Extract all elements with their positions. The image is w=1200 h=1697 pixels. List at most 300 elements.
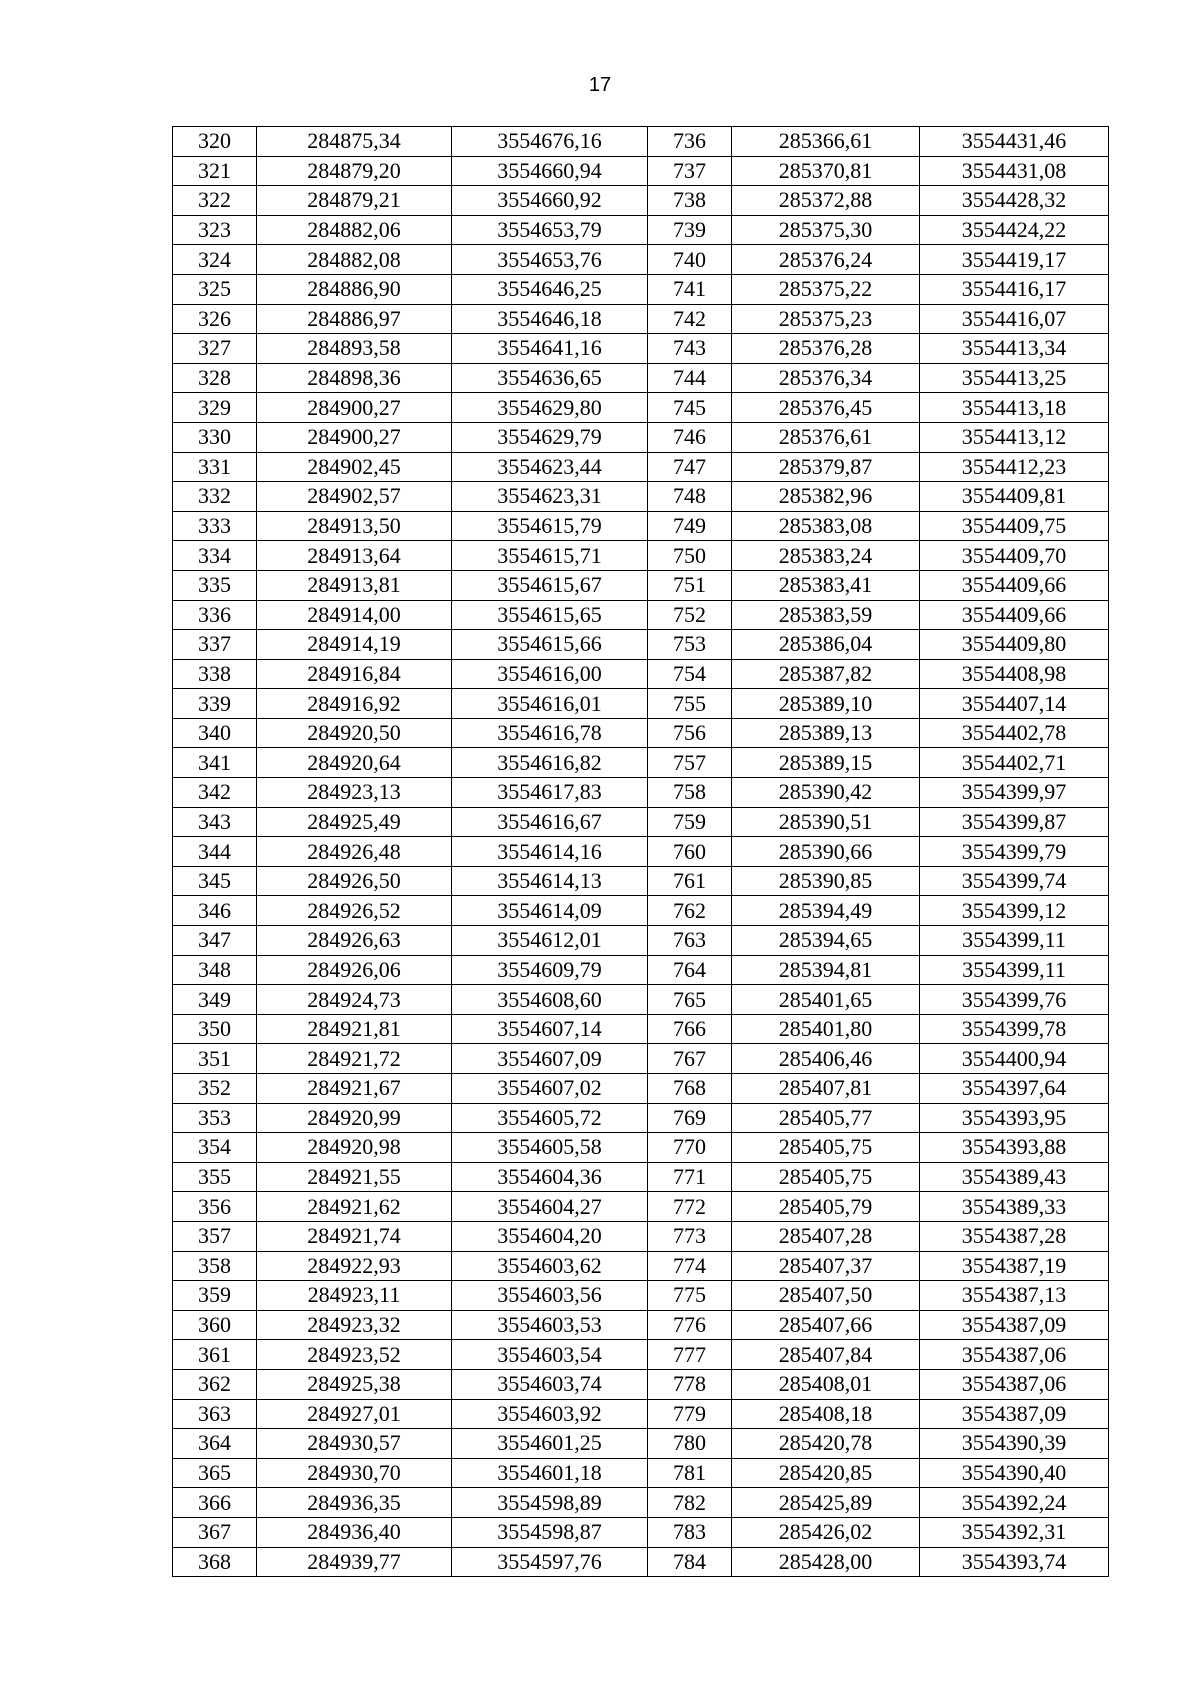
table-row: [173, 926, 1109, 956]
point-number-cell: 771: [648, 1162, 732, 1192]
point-number-cell: 356: [173, 1192, 257, 1222]
y-coordinate-cell: 3554387,19: [920, 1251, 1109, 1281]
y-coordinate-cell: 3554399,11: [920, 926, 1109, 956]
table-row: [173, 186, 1109, 216]
y-coordinate-cell: 3554409,80: [920, 630, 1109, 660]
table-row: [173, 1517, 1109, 1547]
y-coordinate-cell: 3554617,83: [452, 778, 648, 808]
table-row: [173, 304, 1109, 334]
point-number-cell: 746: [648, 422, 732, 452]
table-row: [173, 1488, 1109, 1518]
table-row: [173, 215, 1109, 245]
y-coordinate-cell: 3554615,66: [452, 630, 648, 660]
table-row: [173, 1221, 1109, 1251]
y-coordinate-cell: 3554615,79: [452, 511, 648, 541]
y-coordinate-cell: 3554603,92: [452, 1399, 648, 1429]
table-row: [173, 1369, 1109, 1399]
y-coordinate-cell: 3554608,60: [452, 985, 648, 1015]
point-number-cell: 782: [648, 1488, 732, 1518]
point-number-cell: 742: [648, 304, 732, 334]
y-coordinate-cell: 3554604,27: [452, 1192, 648, 1222]
point-number-cell: 760: [648, 837, 732, 867]
y-coordinate-cell: 3554646,18: [452, 304, 648, 334]
point-number-cell: 781: [648, 1458, 732, 1488]
x-coordinate-cell: 285372,88: [732, 186, 920, 216]
point-number-cell: 353: [173, 1103, 257, 1133]
point-number-cell: 368: [173, 1547, 257, 1577]
x-coordinate-cell: 285366,61: [732, 127, 920, 157]
y-coordinate-cell: 3554413,34: [920, 334, 1109, 364]
y-coordinate-cell: 3554412,23: [920, 452, 1109, 482]
x-coordinate-cell: 284921,55: [257, 1162, 452, 1192]
point-number-cell: 331: [173, 452, 257, 482]
x-coordinate-cell: 284927,01: [257, 1399, 452, 1429]
point-number-cell: 774: [648, 1251, 732, 1281]
point-number-cell: 346: [173, 896, 257, 926]
table-row: [173, 1162, 1109, 1192]
table-row: [173, 1340, 1109, 1370]
x-coordinate-cell: 284921,74: [257, 1221, 452, 1251]
point-number-cell: 350: [173, 1014, 257, 1044]
table-row: [173, 363, 1109, 393]
x-coordinate-cell: 285408,18: [732, 1399, 920, 1429]
table-row: [173, 837, 1109, 867]
y-coordinate-cell: 3554402,71: [920, 748, 1109, 778]
x-coordinate-cell: 285376,28: [732, 334, 920, 364]
x-coordinate-cell: 285405,79: [732, 1192, 920, 1222]
table-row: [173, 570, 1109, 600]
y-coordinate-cell: 3554609,79: [452, 955, 648, 985]
x-coordinate-cell: 285408,01: [732, 1369, 920, 1399]
point-number-cell: 753: [648, 630, 732, 660]
point-number-cell: 324: [173, 245, 257, 275]
x-coordinate-cell: 285375,30: [732, 215, 920, 245]
x-coordinate-cell: 285405,75: [732, 1162, 920, 1192]
point-number-cell: 335: [173, 570, 257, 600]
x-coordinate-cell: 284925,49: [257, 807, 452, 837]
point-number-cell: 361: [173, 1340, 257, 1370]
x-coordinate-cell: 285390,51: [732, 807, 920, 837]
point-number-cell: 344: [173, 837, 257, 867]
point-number-cell: 761: [648, 866, 732, 896]
x-coordinate-cell: 284930,70: [257, 1458, 452, 1488]
y-coordinate-cell: 3554407,14: [920, 689, 1109, 719]
x-coordinate-cell: 284882,06: [257, 215, 452, 245]
point-number-cell: 342: [173, 778, 257, 808]
table-row: [173, 1103, 1109, 1133]
table-row: [173, 600, 1109, 630]
point-number-cell: 355: [173, 1162, 257, 1192]
x-coordinate-cell: 285407,50: [732, 1281, 920, 1311]
x-coordinate-cell: 284926,52: [257, 896, 452, 926]
point-number-cell: 770: [648, 1133, 732, 1163]
table-row: [173, 1251, 1109, 1281]
table-row: [173, 511, 1109, 541]
x-coordinate-cell: 285407,28: [732, 1221, 920, 1251]
y-coordinate-cell: 3554598,89: [452, 1488, 648, 1518]
table-row: [173, 274, 1109, 304]
point-number-cell: 357: [173, 1221, 257, 1251]
y-coordinate-cell: 3554605,72: [452, 1103, 648, 1133]
x-coordinate-cell: 284923,13: [257, 778, 452, 808]
table-row: [173, 393, 1109, 423]
y-coordinate-cell: 3554402,78: [920, 718, 1109, 748]
y-coordinate-cell: 3554413,25: [920, 363, 1109, 393]
y-coordinate-cell: 3554615,67: [452, 570, 648, 600]
y-coordinate-cell: 3554604,36: [452, 1162, 648, 1192]
y-coordinate-cell: 3554607,02: [452, 1074, 648, 1104]
point-number-cell: 744: [648, 363, 732, 393]
point-number-cell: 750: [648, 541, 732, 571]
table-row: [173, 245, 1109, 275]
x-coordinate-cell: 285376,45: [732, 393, 920, 423]
table-row: [173, 127, 1109, 157]
x-coordinate-cell: 284936,35: [257, 1488, 452, 1518]
table-row: [173, 659, 1109, 689]
y-coordinate-cell: 3554390,39: [920, 1429, 1109, 1459]
y-coordinate-cell: 3554393,95: [920, 1103, 1109, 1133]
y-coordinate-cell: 3554387,06: [920, 1340, 1109, 1370]
point-number-cell: 366: [173, 1488, 257, 1518]
x-coordinate-cell: 285405,75: [732, 1133, 920, 1163]
x-coordinate-cell: 285406,46: [732, 1044, 920, 1074]
point-number-cell: 756: [648, 718, 732, 748]
x-coordinate-cell: 284913,81: [257, 570, 452, 600]
table-row: [173, 896, 1109, 926]
point-number-cell: 779: [648, 1399, 732, 1429]
y-coordinate-cell: 3554614,09: [452, 896, 648, 926]
point-number-cell: 327: [173, 334, 257, 364]
y-coordinate-cell: 3554623,44: [452, 452, 648, 482]
y-coordinate-cell: 3554399,11: [920, 955, 1109, 985]
x-coordinate-cell: 284926,50: [257, 866, 452, 896]
point-number-cell: 776: [648, 1310, 732, 1340]
x-coordinate-cell: 284900,27: [257, 393, 452, 423]
x-coordinate-cell: 285376,61: [732, 422, 920, 452]
x-coordinate-cell: 285379,87: [732, 452, 920, 482]
y-coordinate-cell: 3554597,76: [452, 1547, 648, 1577]
x-coordinate-cell: 284922,93: [257, 1251, 452, 1281]
y-coordinate-cell: 3554389,33: [920, 1192, 1109, 1222]
x-coordinate-cell: 285407,84: [732, 1340, 920, 1370]
point-number-cell: 737: [648, 156, 732, 186]
point-number-cell: 325: [173, 274, 257, 304]
table-row: [173, 1133, 1109, 1163]
y-coordinate-cell: 3554646,25: [452, 274, 648, 304]
x-coordinate-cell: 285390,66: [732, 837, 920, 867]
x-coordinate-cell: 284875,34: [257, 127, 452, 157]
y-coordinate-cell: 3554603,62: [452, 1251, 648, 1281]
point-number-cell: 348: [173, 955, 257, 985]
x-coordinate-cell: 284914,19: [257, 630, 452, 660]
point-number-cell: 758: [648, 778, 732, 808]
point-number-cell: 320: [173, 127, 257, 157]
point-number-cell: 326: [173, 304, 257, 334]
y-coordinate-cell: 3554399,87: [920, 807, 1109, 837]
x-coordinate-cell: 284923,11: [257, 1281, 452, 1311]
x-coordinate-cell: 284926,63: [257, 926, 452, 956]
y-coordinate-cell: 3554397,64: [920, 1074, 1109, 1104]
y-coordinate-cell: 3554603,74: [452, 1369, 648, 1399]
x-coordinate-cell: 284921,62: [257, 1192, 452, 1222]
x-coordinate-cell: 284921,72: [257, 1044, 452, 1074]
point-number-cell: 337: [173, 630, 257, 660]
y-coordinate-cell: 3554676,16: [452, 127, 648, 157]
y-coordinate-cell: 3554409,66: [920, 600, 1109, 630]
point-number-cell: 745: [648, 393, 732, 423]
table-row: [173, 1044, 1109, 1074]
y-coordinate-cell: 3554616,78: [452, 718, 648, 748]
point-number-cell: 767: [648, 1044, 732, 1074]
x-coordinate-cell: 284914,00: [257, 600, 452, 630]
x-coordinate-cell: 284930,57: [257, 1429, 452, 1459]
table-row: [173, 1399, 1109, 1429]
table-row: [173, 1014, 1109, 1044]
x-coordinate-cell: 285420,85: [732, 1458, 920, 1488]
table-row: [173, 778, 1109, 808]
table-row: [173, 452, 1109, 482]
point-number-cell: 354: [173, 1133, 257, 1163]
y-coordinate-cell: 3554393,88: [920, 1133, 1109, 1163]
table-row: [173, 156, 1109, 186]
point-number-cell: 352: [173, 1074, 257, 1104]
x-coordinate-cell: 284902,45: [257, 452, 452, 482]
x-coordinate-cell: 285401,65: [732, 985, 920, 1015]
point-number-cell: 330: [173, 422, 257, 452]
point-number-cell: 343: [173, 807, 257, 837]
y-coordinate-cell: 3554614,16: [452, 837, 648, 867]
y-coordinate-cell: 3554409,81: [920, 482, 1109, 512]
point-number-cell: 328: [173, 363, 257, 393]
table-row: [173, 955, 1109, 985]
x-coordinate-cell: 284898,36: [257, 363, 452, 393]
x-coordinate-cell: 285428,00: [732, 1547, 920, 1577]
y-coordinate-cell: 3554604,20: [452, 1221, 648, 1251]
y-coordinate-cell: 3554399,79: [920, 837, 1109, 867]
y-coordinate-cell: 3554660,94: [452, 156, 648, 186]
point-number-cell: 775: [648, 1281, 732, 1311]
x-coordinate-cell: 284879,21: [257, 186, 452, 216]
point-number-cell: 367: [173, 1517, 257, 1547]
x-coordinate-cell: 284924,73: [257, 985, 452, 1015]
point-number-cell: 363: [173, 1399, 257, 1429]
y-coordinate-cell: 3554387,09: [920, 1310, 1109, 1340]
point-number-cell: 762: [648, 896, 732, 926]
point-number-cell: 751: [648, 570, 732, 600]
y-coordinate-cell: 3554615,71: [452, 541, 648, 571]
point-number-cell: 364: [173, 1429, 257, 1459]
point-number-cell: 341: [173, 748, 257, 778]
y-coordinate-cell: 3554416,17: [920, 274, 1109, 304]
y-coordinate-cell: 3554615,65: [452, 600, 648, 630]
y-coordinate-cell: 3554601,25: [452, 1429, 648, 1459]
point-number-cell: 339: [173, 689, 257, 719]
x-coordinate-cell: 284879,20: [257, 156, 452, 186]
y-coordinate-cell: 3554399,97: [920, 778, 1109, 808]
y-coordinate-cell: 3554612,01: [452, 926, 648, 956]
table-row: [173, 985, 1109, 1015]
y-coordinate-cell: 3554392,24: [920, 1488, 1109, 1518]
x-coordinate-cell: 284886,97: [257, 304, 452, 334]
y-coordinate-cell: 3554389,43: [920, 1162, 1109, 1192]
point-number-cell: 736: [648, 127, 732, 157]
y-coordinate-cell: 3554653,79: [452, 215, 648, 245]
x-coordinate-cell: 284921,67: [257, 1074, 452, 1104]
x-coordinate-cell: 285407,81: [732, 1074, 920, 1104]
point-number-cell: 351: [173, 1044, 257, 1074]
point-number-cell: 755: [648, 689, 732, 719]
x-coordinate-cell: 284920,98: [257, 1133, 452, 1163]
table-row: [173, 1458, 1109, 1488]
y-coordinate-cell: 3554428,32: [920, 186, 1109, 216]
point-number-cell: 763: [648, 926, 732, 956]
x-coordinate-cell: 284886,90: [257, 274, 452, 304]
x-coordinate-cell: 285370,81: [732, 156, 920, 186]
x-coordinate-cell: 284920,99: [257, 1103, 452, 1133]
point-number-cell: 749: [648, 511, 732, 541]
x-coordinate-cell: 284921,81: [257, 1014, 452, 1044]
point-number-cell: 780: [648, 1429, 732, 1459]
y-coordinate-cell: 3554636,65: [452, 363, 648, 393]
point-number-cell: 323: [173, 215, 257, 245]
y-coordinate-cell: 3554431,46: [920, 127, 1109, 157]
y-coordinate-cell: 3554605,58: [452, 1133, 648, 1163]
point-number-cell: 362: [173, 1369, 257, 1399]
x-coordinate-cell: 285389,13: [732, 718, 920, 748]
y-coordinate-cell: 3554431,08: [920, 156, 1109, 186]
y-coordinate-cell: 3554629,80: [452, 393, 648, 423]
table-row: [173, 718, 1109, 748]
table-row: [173, 1429, 1109, 1459]
point-number-cell: 769: [648, 1103, 732, 1133]
x-coordinate-cell: 285425,89: [732, 1488, 920, 1518]
point-number-cell: 349: [173, 985, 257, 1015]
point-number-cell: 784: [648, 1547, 732, 1577]
table-row: [173, 866, 1109, 896]
point-number-cell: 768: [648, 1074, 732, 1104]
x-coordinate-cell: 284926,06: [257, 955, 452, 985]
point-number-cell: 759: [648, 807, 732, 837]
coordinates-table-body: [173, 127, 1109, 1577]
x-coordinate-cell: 284913,64: [257, 541, 452, 571]
x-coordinate-cell: 285387,82: [732, 659, 920, 689]
y-coordinate-cell: 3554409,66: [920, 570, 1109, 600]
x-coordinate-cell: 284920,50: [257, 718, 452, 748]
y-coordinate-cell: 3554601,18: [452, 1458, 648, 1488]
y-coordinate-cell: 3554408,98: [920, 659, 1109, 689]
x-coordinate-cell: 284913,50: [257, 511, 452, 541]
x-coordinate-cell: 284882,08: [257, 245, 452, 275]
point-number-cell: 766: [648, 1014, 732, 1044]
y-coordinate-cell: 3554660,92: [452, 186, 648, 216]
y-coordinate-cell: 3554416,07: [920, 304, 1109, 334]
x-coordinate-cell: 285405,77: [732, 1103, 920, 1133]
y-coordinate-cell: 3554653,76: [452, 245, 648, 275]
y-coordinate-cell: 3554409,70: [920, 541, 1109, 571]
y-coordinate-cell: 3554409,75: [920, 511, 1109, 541]
x-coordinate-cell: 285390,42: [732, 778, 920, 808]
y-coordinate-cell: 3554387,09: [920, 1399, 1109, 1429]
x-coordinate-cell: 284925,38: [257, 1369, 452, 1399]
y-coordinate-cell: 3554616,67: [452, 807, 648, 837]
y-coordinate-cell: 3554399,74: [920, 866, 1109, 896]
y-coordinate-cell: 3554603,54: [452, 1340, 648, 1370]
y-coordinate-cell: 3554616,01: [452, 689, 648, 719]
x-coordinate-cell: 285394,65: [732, 926, 920, 956]
y-coordinate-cell: 3554641,16: [452, 334, 648, 364]
x-coordinate-cell: 284893,58: [257, 334, 452, 364]
x-coordinate-cell: 284936,40: [257, 1517, 452, 1547]
x-coordinate-cell: 285383,41: [732, 570, 920, 600]
x-coordinate-cell: 285389,15: [732, 748, 920, 778]
point-number-cell: 345: [173, 866, 257, 896]
point-number-cell: 757: [648, 748, 732, 778]
y-coordinate-cell: 3554603,53: [452, 1310, 648, 1340]
y-coordinate-cell: 3554413,12: [920, 422, 1109, 452]
x-coordinate-cell: 285375,23: [732, 304, 920, 334]
y-coordinate-cell: 3554387,06: [920, 1369, 1109, 1399]
x-coordinate-cell: 285407,37: [732, 1251, 920, 1281]
x-coordinate-cell: 284900,27: [257, 422, 452, 452]
x-coordinate-cell: 284902,57: [257, 482, 452, 512]
x-coordinate-cell: 285389,10: [732, 689, 920, 719]
page-number: 17: [588, 74, 612, 96]
point-number-cell: 748: [648, 482, 732, 512]
y-coordinate-cell: 3554607,14: [452, 1014, 648, 1044]
y-coordinate-cell: 3554623,31: [452, 482, 648, 512]
y-coordinate-cell: 3554413,18: [920, 393, 1109, 423]
x-coordinate-cell: 285401,80: [732, 1014, 920, 1044]
point-number-cell: 334: [173, 541, 257, 571]
y-coordinate-cell: 3554616,82: [452, 748, 648, 778]
y-coordinate-cell: 3554614,13: [452, 866, 648, 896]
point-number-cell: 743: [648, 334, 732, 364]
point-number-cell: 338: [173, 659, 257, 689]
y-coordinate-cell: 3554387,13: [920, 1281, 1109, 1311]
x-coordinate-cell: 285420,78: [732, 1429, 920, 1459]
point-number-cell: 752: [648, 600, 732, 630]
point-number-cell: 329: [173, 393, 257, 423]
point-number-cell: 340: [173, 718, 257, 748]
x-coordinate-cell: 285383,08: [732, 511, 920, 541]
table-row: [173, 1310, 1109, 1340]
table-row: [173, 334, 1109, 364]
table-row: [173, 422, 1109, 452]
table-row: [173, 1281, 1109, 1311]
y-coordinate-cell: 3554424,22: [920, 215, 1109, 245]
y-coordinate-cell: 3554387,28: [920, 1221, 1109, 1251]
table-row: [173, 630, 1109, 660]
y-coordinate-cell: 3554419,17: [920, 245, 1109, 275]
y-coordinate-cell: 3554400,94: [920, 1044, 1109, 1074]
y-coordinate-cell: 3554390,40: [920, 1458, 1109, 1488]
x-coordinate-cell: 285382,96: [732, 482, 920, 512]
y-coordinate-cell: 3554399,78: [920, 1014, 1109, 1044]
table-row: [173, 1192, 1109, 1222]
point-number-cell: 773: [648, 1221, 732, 1251]
table-row: [173, 748, 1109, 778]
table-row: [173, 1547, 1109, 1577]
x-coordinate-cell: 284923,32: [257, 1310, 452, 1340]
point-number-cell: 336: [173, 600, 257, 630]
x-coordinate-cell: 284926,48: [257, 837, 452, 867]
y-coordinate-cell: 3554392,31: [920, 1517, 1109, 1547]
x-coordinate-cell: 284923,52: [257, 1340, 452, 1370]
x-coordinate-cell: 285394,81: [732, 955, 920, 985]
coordinates-table: [172, 126, 1109, 1577]
point-number-cell: 358: [173, 1251, 257, 1281]
x-coordinate-cell: 285390,85: [732, 866, 920, 896]
